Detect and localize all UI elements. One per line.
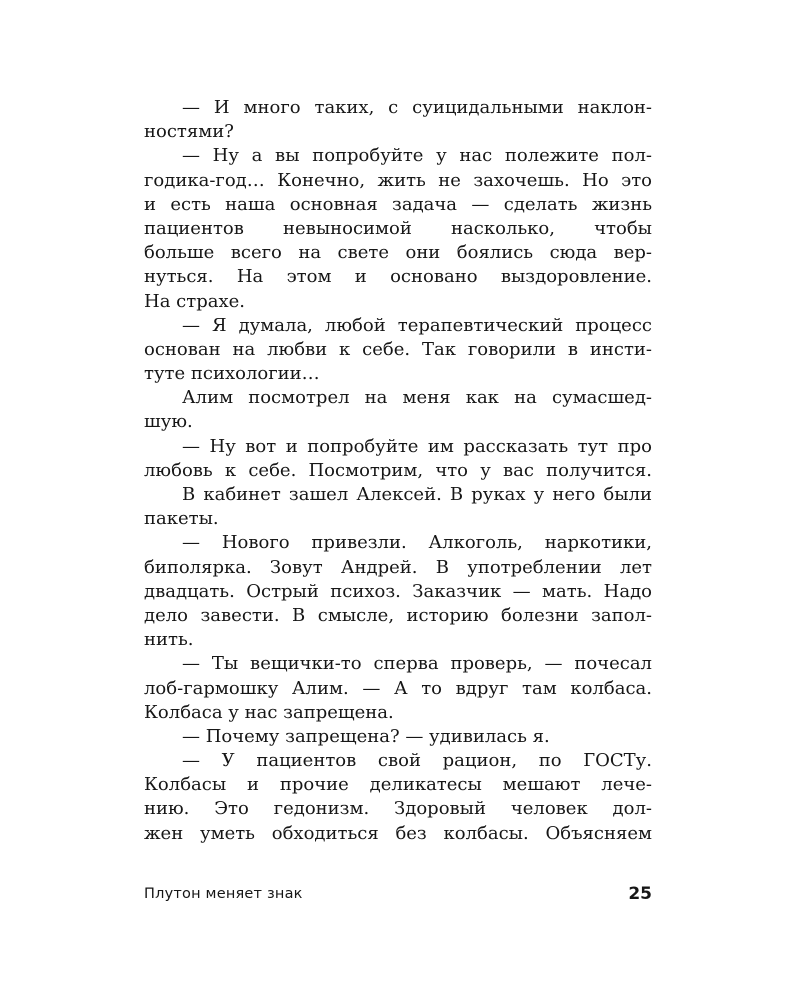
text-line: — Я думала, любой терапевтический процесс [182, 314, 652, 336]
text-line: лоб-гармошку Алим. — А то вдруг там колбаса. [144, 677, 652, 699]
body-text [144, 96, 652, 846]
text-line: — Почему запрещена? — удивилась я. [182, 725, 550, 747]
text-line: На страхе. [144, 290, 245, 312]
text-line: основан на любви к себе. Так говорили в инсти- [144, 338, 652, 360]
text-line: Колбасы и прочие деликатесы мешают лече- [144, 774, 652, 796]
text-line: — И много таких, с суицидальными наклон- [182, 97, 652, 118]
text-line: — Ты вещички-то сперва проверь, — почесал [182, 653, 652, 675]
text-line: ностями? [144, 121, 234, 143]
text-line: — Нового привезли. Алкоголь, наркотики, [182, 532, 652, 554]
text-line: нить. [144, 629, 194, 651]
text-line: — Ну вот и попробуйте им рассказать тут про [182, 435, 652, 457]
text-line: и есть наша основная задача — сделать жизнь [144, 193, 652, 215]
page-footer [144, 884, 652, 906]
page-number: 25 [628, 884, 652, 904]
text-line: больше всего на свете они боялись сюда вер- [144, 242, 652, 264]
text-line: — Ну а вы попробуйте у нас полежите пол- [182, 145, 652, 167]
text-line: нуться. На этом и основано выздоровление. [144, 266, 652, 288]
text-line: биполярка. Зовут Андрей. В употреблении лет [144, 556, 652, 578]
text-line: — У пациентов свой рацион, по ГОСТу. [182, 750, 652, 772]
text-line: туте психологии… [144, 363, 320, 385]
text-line: жен уметь обходиться без колбасы. Объясняем [144, 822, 652, 844]
text-line: В кабинет зашел Алексей. В руках у него были [182, 484, 652, 505]
text-line: Колбаса у нас запрещена. [144, 701, 394, 723]
running-title: Плутон меняет знак [144, 886, 303, 902]
text-line: любовь к себе. Посмотрим, что у вас получится. [144, 459, 652, 481]
text-line: нию. Это гедонизм. Здоровый человек дол- [144, 798, 652, 820]
text-line: шую. [144, 411, 193, 433]
text-line: годика-год… Конечно, жить не захочешь. Но это [144, 169, 652, 191]
text-line: пакеты. [144, 508, 219, 530]
text-line: дело завести. В смысле, историю болезни запол- [144, 604, 652, 626]
text-line: двадцать. Острый психоз. Заказчик — мать. Надо [144, 580, 652, 602]
text-line: пациентов невыносимой насколько, чтобы [144, 217, 652, 239]
text-line: Алим посмотрел на меня как на сумасшед- [182, 387, 652, 409]
